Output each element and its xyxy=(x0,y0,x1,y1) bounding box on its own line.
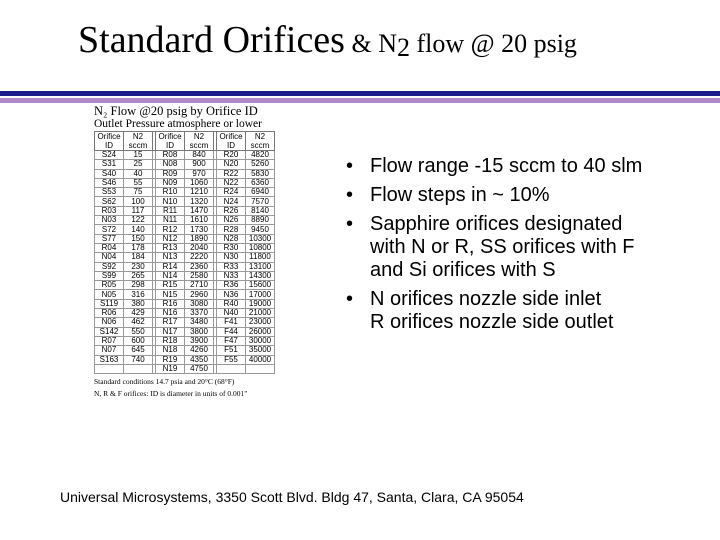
bullet-item xyxy=(340,184,710,207)
orifice-id-cell: R12 xyxy=(156,225,185,234)
orifice-id-cell: R18 xyxy=(156,336,185,345)
bullet-item xyxy=(340,155,710,178)
orifice-id-cell: N40 xyxy=(217,309,246,318)
orifice-id-cell: R22 xyxy=(217,169,246,178)
table-row xyxy=(95,243,275,252)
orifice-id-cell: S46 xyxy=(95,178,124,187)
n2-sccm-cell: 2580 xyxy=(185,271,214,280)
table-row xyxy=(95,216,275,225)
table-header-row xyxy=(95,132,275,151)
table-row xyxy=(95,271,275,280)
table-note-id-units: N, R & F orifices: ID is diameter in units of 0.001" xyxy=(94,389,248,399)
orifice-id-cell: S163 xyxy=(95,355,124,364)
table-row xyxy=(95,262,275,271)
n2-sccm-cell: 8890 xyxy=(246,216,275,225)
title-rule-light xyxy=(0,98,720,103)
bullet-list xyxy=(340,155,710,340)
table-row xyxy=(95,160,275,169)
header-orifice-id-1: Orifice ID xyxy=(95,132,124,151)
orifice-id-cell: S40 xyxy=(95,169,124,178)
orifice-id-cell: R17 xyxy=(156,318,185,327)
table-row xyxy=(95,327,275,336)
table-subtitle: Outlet Pressure atmosphere or lower xyxy=(94,118,262,130)
orifice-id-cell: S62 xyxy=(95,197,124,206)
n2-sccm-cell: 900 xyxy=(185,160,214,169)
n2-sccm-cell: 1610 xyxy=(185,216,214,225)
table-row xyxy=(95,336,275,345)
n2-sccm-cell: 2360 xyxy=(185,262,214,271)
table-row xyxy=(95,309,275,318)
table-row xyxy=(95,355,275,364)
orifice-id-cell: S53 xyxy=(95,188,124,197)
orifice-id-cell: N13 xyxy=(156,253,185,262)
orifice-id-cell: N10 xyxy=(156,197,185,206)
bullet-text-line: and Si orifices with S xyxy=(370,259,556,281)
bullet-text-line: Flow range -15 sccm to 40 slm xyxy=(370,155,643,177)
orifice-id-cell: N05 xyxy=(95,290,124,299)
n2-sccm-cell: 40 xyxy=(124,169,153,178)
n2-sccm-cell: 5260 xyxy=(246,160,275,169)
orifice-id-cell: R40 xyxy=(217,299,246,308)
n2-sccm-cell: 2710 xyxy=(185,281,214,290)
header-n2-sccm-3: N2 sccm xyxy=(246,132,275,151)
n2-sccm-cell: 14300 xyxy=(246,271,275,280)
orifice-id-cell: N18 xyxy=(156,346,185,355)
n2-sccm-cell: 17000 xyxy=(246,290,275,299)
n2-sccm-cell: 55 xyxy=(124,178,153,187)
n2-sccm-cell: 4750 xyxy=(185,364,214,373)
n2-sccm-cell: 35000 xyxy=(246,346,275,355)
orifice-id-cell: N17 xyxy=(156,327,185,336)
title-rest-pre: & N xyxy=(344,29,397,58)
orifice-id-cell: F55 xyxy=(217,355,246,364)
orifice-id-cell: S24 xyxy=(95,151,124,160)
orifice-id-cell: R19 xyxy=(156,355,185,364)
table-row xyxy=(95,299,275,308)
n2-sccm-cell: 4350 xyxy=(185,355,214,364)
table-note-conditions: Standard conditions 14.7 psia and 20°C (68°F) xyxy=(94,377,235,387)
orifice-id-cell: F41 xyxy=(217,318,246,327)
orifice-id-cell: F47 xyxy=(217,336,246,345)
footer-address: Universal Microsystems, 3350 Scott Blvd. Bldg 47, Santa, Clara, CA 95054 xyxy=(60,489,524,505)
n2-sccm-cell: 840 xyxy=(185,151,214,160)
orifice-id-cell: N04 xyxy=(95,253,124,262)
bullet-item xyxy=(340,213,710,282)
title-subscript: 2 xyxy=(396,33,410,63)
bullet-text-line: Sapphire orifices designated xyxy=(370,213,623,235)
n2-sccm-cell: 23000 xyxy=(246,318,275,327)
orifice-id-cell: N33 xyxy=(217,271,246,280)
table-row xyxy=(95,206,275,215)
n2-sccm-cell: 3480 xyxy=(185,318,214,327)
bullet-item xyxy=(340,288,710,334)
n2-sccm-cell: 178 xyxy=(124,243,153,252)
table-body xyxy=(95,151,275,374)
table-title: N₂ Flow @20 psig by Orifice ID xyxy=(94,104,258,118)
bullet-text-line: N orifices nozzle side inlet xyxy=(370,288,602,310)
n2-sccm-cell: 26000 xyxy=(246,327,275,336)
orifice-id-cell: R28 xyxy=(217,225,246,234)
orifice-id-cell: S72 xyxy=(95,225,124,234)
orifice-id-cell: N06 xyxy=(95,318,124,327)
table-row xyxy=(95,281,275,290)
n2-sccm-cell: 230 xyxy=(124,262,153,271)
n2-sccm-cell: 10800 xyxy=(246,243,275,252)
orifice-id-cell: N16 xyxy=(156,309,185,318)
table-row xyxy=(95,225,275,234)
n2-sccm-cell: 40000 xyxy=(246,355,275,364)
n2-sccm-cell: 4260 xyxy=(185,346,214,355)
n2-sccm-cell: 1210 xyxy=(185,188,214,197)
n2-sccm-cell: 1730 xyxy=(185,225,214,234)
table-row xyxy=(95,346,275,355)
n2-sccm-cell: 19000 xyxy=(246,299,275,308)
n2-sccm-cell: 6360 xyxy=(246,178,275,187)
orifice-id-cell: N07 xyxy=(95,346,124,355)
n2-sccm-cell: 6940 xyxy=(246,188,275,197)
n2-sccm-cell: 2220 xyxy=(185,253,214,262)
n2-sccm-cell: 600 xyxy=(124,336,153,345)
orifice-id-cell: N26 xyxy=(217,216,246,225)
orifice-id-cell: R06 xyxy=(95,309,124,318)
n2-sccm-cell: 11800 xyxy=(246,253,275,262)
bullet-text-line: Flow steps in ~ 10% xyxy=(370,184,550,206)
orifice-id-cell: S99 xyxy=(95,271,124,280)
n2-sccm-cell: 140 xyxy=(124,225,153,234)
orifice-id-cell: N09 xyxy=(156,178,185,187)
table-row xyxy=(95,290,275,299)
n2-sccm-cell: 3900 xyxy=(185,336,214,345)
orifice-flow-table xyxy=(94,131,275,374)
table-row xyxy=(95,169,275,178)
n2-sccm-cell: 740 xyxy=(124,355,153,364)
n2-sccm-cell: 122 xyxy=(124,216,153,225)
n2-sccm-cell: 380 xyxy=(124,299,153,308)
n2-sccm-cell: 550 xyxy=(124,327,153,336)
bullet-dot-icon: • xyxy=(346,288,354,310)
n2-sccm-cell: 265 xyxy=(124,271,153,280)
n2-sccm-cell: 9450 xyxy=(246,225,275,234)
n2-sccm-cell: 117 xyxy=(124,206,153,215)
n2-sccm-cell: 2960 xyxy=(185,290,214,299)
n2-sccm-cell: 1890 xyxy=(185,234,214,243)
n2-sccm-cell: 30000 xyxy=(246,336,275,345)
n2-sccm-cell: 316 xyxy=(124,290,153,299)
bullet-text-line: R orifices nozzle side outlet xyxy=(370,311,614,333)
orifice-id-cell: N12 xyxy=(156,234,185,243)
header-orifice-id-2: Orifice ID xyxy=(156,132,185,151)
header-n2-sccm-2: N2 sccm xyxy=(185,132,214,151)
orifice-id-cell: S31 xyxy=(95,160,124,169)
orifice-id-cell: N22 xyxy=(217,178,246,187)
n2-sccm-cell: 10300 xyxy=(246,234,275,243)
orifice-id-cell: S119 xyxy=(95,299,124,308)
n2-sccm-cell: 645 xyxy=(124,346,153,355)
orifice-id-cell: S142 xyxy=(95,327,124,336)
n2-sccm-cell: 1470 xyxy=(185,206,214,215)
orifice-id-cell: R20 xyxy=(217,151,246,160)
orifice-id-cell: R07 xyxy=(95,336,124,345)
title-main: Standard Orifices xyxy=(78,19,345,61)
table-row xyxy=(95,151,275,160)
orifice-id-cell: N20 xyxy=(217,160,246,169)
n2-sccm-cell: 75 xyxy=(124,188,153,197)
orifice-id-cell: R04 xyxy=(95,243,124,252)
orifice-id-cell: R14 xyxy=(156,262,185,271)
n2-sccm-cell: 298 xyxy=(124,281,153,290)
orifice-id-cell: N24 xyxy=(217,197,246,206)
n2-sccm-cell: 3080 xyxy=(185,299,214,308)
n2-sccm-cell: 25 xyxy=(124,160,153,169)
orifice-id-cell: R26 xyxy=(217,206,246,215)
table-row xyxy=(95,318,275,327)
n2-sccm-cell: 3370 xyxy=(185,309,214,318)
header-orifice-id-3: Orifice ID xyxy=(217,132,246,151)
orifice-id-cell: R30 xyxy=(217,243,246,252)
orifice-id-cell: R03 xyxy=(95,206,124,215)
n2-sccm-cell: 150 xyxy=(124,234,153,243)
n2-sccm-cell: 1060 xyxy=(185,178,214,187)
orifice-id-cell: N03 xyxy=(95,216,124,225)
title-rest-post: flow @ 20 psig xyxy=(409,29,577,58)
n2-sccm-cell: 15 xyxy=(124,151,153,160)
orifice-id-cell: N14 xyxy=(156,271,185,280)
table-row xyxy=(95,234,275,243)
orifice-id-cell: N19 xyxy=(156,364,185,373)
orifice-id-cell xyxy=(95,364,124,373)
n2-sccm-cell: 7570 xyxy=(246,197,275,206)
table-row xyxy=(95,364,275,373)
orifice-id-cell: S77 xyxy=(95,234,124,243)
n2-sccm-cell: 3800 xyxy=(185,327,214,336)
orifice-id-cell: N15 xyxy=(156,290,185,299)
n2-sccm-cell: 4820 xyxy=(246,151,275,160)
bullet-dot-icon: • xyxy=(346,213,354,235)
orifice-id-cell: S92 xyxy=(95,262,124,271)
table-row xyxy=(95,197,275,206)
orifice-id-cell: F44 xyxy=(217,327,246,336)
n2-sccm-cell: 8140 xyxy=(246,206,275,215)
n2-sccm-cell: 15600 xyxy=(246,281,275,290)
bullet-text-line: with N or R, SS orifices with F xyxy=(370,236,635,258)
orifice-id-cell: R24 xyxy=(217,188,246,197)
header-n2-sccm-1: N2 sccm xyxy=(124,132,153,151)
n2-sccm-cell: 1320 xyxy=(185,197,214,206)
orifice-id-cell: N08 xyxy=(156,160,185,169)
bullet-dot-icon: • xyxy=(346,184,354,206)
orifice-id-cell: R36 xyxy=(217,281,246,290)
orifice-id-cell xyxy=(217,364,246,373)
orifice-id-cell: N11 xyxy=(156,216,185,225)
n2-sccm-cell: 13100 xyxy=(246,262,275,271)
n2-sccm-cell: 21000 xyxy=(246,309,275,318)
orifice-id-cell: N30 xyxy=(217,253,246,262)
n2-sccm-cell: 5830 xyxy=(246,169,275,178)
orifice-id-cell: F51 xyxy=(217,346,246,355)
n2-sccm-cell: 100 xyxy=(124,197,153,206)
n2-sccm-cell xyxy=(246,364,275,373)
n2-sccm-cell: 462 xyxy=(124,318,153,327)
orifice-id-cell: N36 xyxy=(217,290,246,299)
n2-sccm-cell: 2040 xyxy=(185,243,214,252)
table-row xyxy=(95,188,275,197)
n2-sccm-cell: 184 xyxy=(124,253,153,262)
bullet-dot-icon: • xyxy=(346,155,354,177)
orifice-id-cell: N28 xyxy=(217,234,246,243)
orifice-id-cell: R08 xyxy=(156,151,185,160)
n2-sccm-cell: 970 xyxy=(185,169,214,178)
n2-sccm-cell: 429 xyxy=(124,309,153,318)
slide-title xyxy=(78,18,577,63)
orifice-id-cell: R33 xyxy=(217,262,246,271)
table-row xyxy=(95,178,275,187)
orifice-id-cell: R10 xyxy=(156,188,185,197)
orifice-id-cell: R16 xyxy=(156,299,185,308)
n2-sccm-cell xyxy=(124,364,153,373)
orifice-id-cell: R09 xyxy=(156,169,185,178)
orifice-id-cell: R15 xyxy=(156,281,185,290)
orifice-id-cell: R11 xyxy=(156,206,185,215)
orifice-table-image xyxy=(94,105,324,398)
orifice-id-cell: R05 xyxy=(95,281,124,290)
table-row xyxy=(95,253,275,262)
orifice-id-cell: R13 xyxy=(156,243,185,252)
